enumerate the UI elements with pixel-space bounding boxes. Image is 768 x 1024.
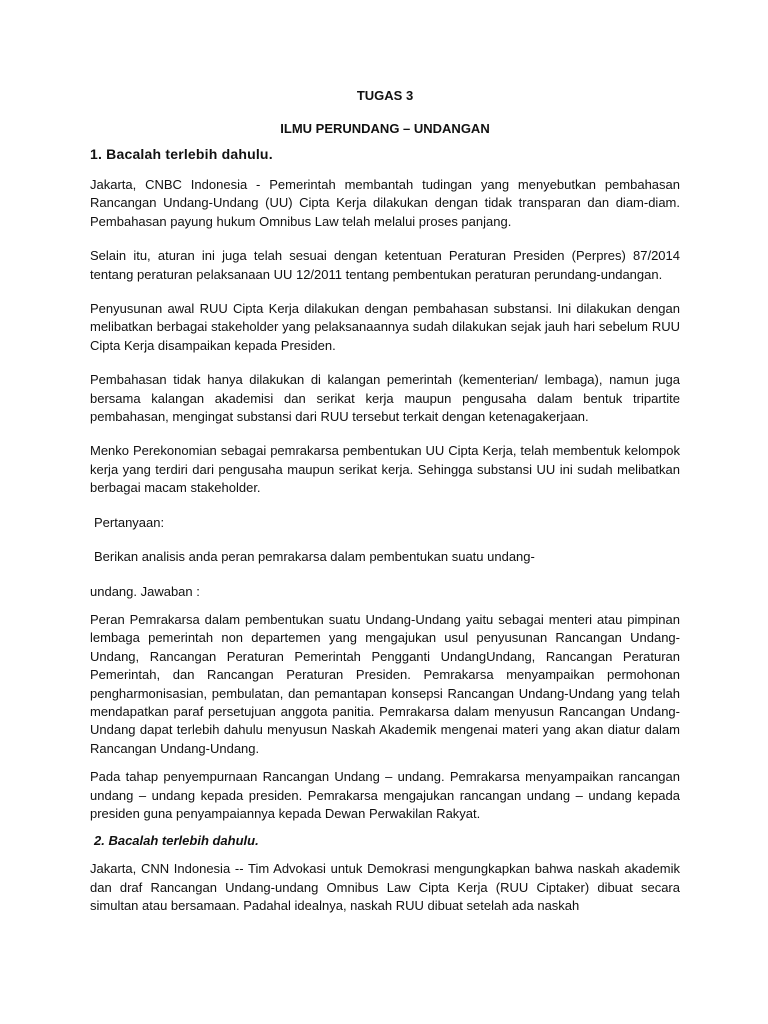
section-1-heading: 1. Bacalah terlebih dahulu. (90, 146, 273, 162)
paragraph: Penyusunan awal RUU Cipta Kerja dilakukan dengan pembahasan substansi. Ini dilakukan dengan melibatkan berbagai stakeholder yang pelaksanaannya sudah dilakukan sejak jauh hari sebelum RUU Cipta Kerja disampaikan kepada Presiden. (90, 301, 680, 353)
paragraph: Jakarta, CNBC Indonesia - Pemerintah membantah tudingan yang menyebutkan pembahasan Rancangan Undang-Undang (UU) Cipta Kerja dilakukan dengan tidak transparan dan diam-diam. Pembahasan payung hukum Omnibus Law telah melalui proses panjang. (90, 177, 680, 229)
document-title: TUGAS 3 (356, 88, 414, 103)
document-subtitle: ILMU PERUNDANG – UNDANGAN (280, 121, 490, 136)
paragraph: Pembahasan tidak hanya dilakukan di kalangan pemerintah (kementerian/ lembaga), namun juga bersama kalangan akademisi dan serikat kerja maupun pengusaha dalam bentuk tripartite pembahasan, mengingat substansi dari RUU tersebut terkait dengan ketenagakerjaan. (90, 372, 680, 425)
answer-paragraph: Pada tahap penyempurnaan Rancangan Undang – undang. Pemrakarsa menyampaikan rancangan undang – undang kepada presiden. Pemrakarsa mengajukan rancangan undang – undang kepada presiden guna penyampaiannya kepada Dewan Perwakilan Rakyat. (90, 769, 680, 821)
answer-paragraph: Peran Pemrakarsa dalam pembentukan suatu Undang-Undang yaitu sebagai menteri atau pimpinan lembaga pemerintah non departemen yang mengajukan usul penyusunan Rancangan Undang-Undang, Rancangan Peraturan Pemerintah Pengganti UndangUndang, Rancangan Peraturan Pemerintah, dan Rancangan Peraturan Presiden. Pemrakarsa menyampaikan permohonan pengharmonisasian, pembulatan, dan pemantapan konsepsi Rancangan Undang-Undang yang telah mendapatkan paraf persetujuan anggota panitia. Pemrakarsa dalam menyusun Rancangan Undang-Undang dapat terlebih dahulu menyusun Naskah Akademik mengenai materi yang akan diatur dalam Rancangan Undang-Undang. (90, 611, 680, 756)
paragraph: Selain itu, aturan ini juga telah sesuai dengan ketentuan Peraturan Presiden (Perpres) 87/2014 tentang peraturan pelaksanaan UU 12/2011 tentang pembentukan peraturan perundang-undangan. (90, 248, 680, 282)
paragraph: Jakarta, CNN Indonesia -- Tim Advokasi untuk Demokrasi mengungkapkan bahwa naskah akademik dan draf Rancangan Undang-undang Omnibus Law Cipta Kerja (RUU Ciptaker) dibuat secara simultan atau bersamaan. Padahal idealnya, naskah RUU dibuat setelah ada naskah (90, 861, 680, 914)
question-text: Berikan analisis anda peran pemrakarsa dalam pembentukan suatu undang- (94, 549, 535, 565)
document-body (90, 88, 680, 932)
question-label: Pertanyaan: (94, 514, 165, 530)
answer-label: undang. Jawaban : (90, 583, 200, 599)
section-2-heading: 2. Bacalah terlebih dahulu. (94, 833, 259, 849)
paragraph: Menko Perekonomian sebagai pemrakarsa pembentukan UU Cipta Kerja, telah membentuk kelompok kerja yang terdiri dari pengusaha maupun serikat kerja. Sehingga substansi UU ini sudah melibatkan berbagai macam stakeholder. (90, 443, 680, 496)
